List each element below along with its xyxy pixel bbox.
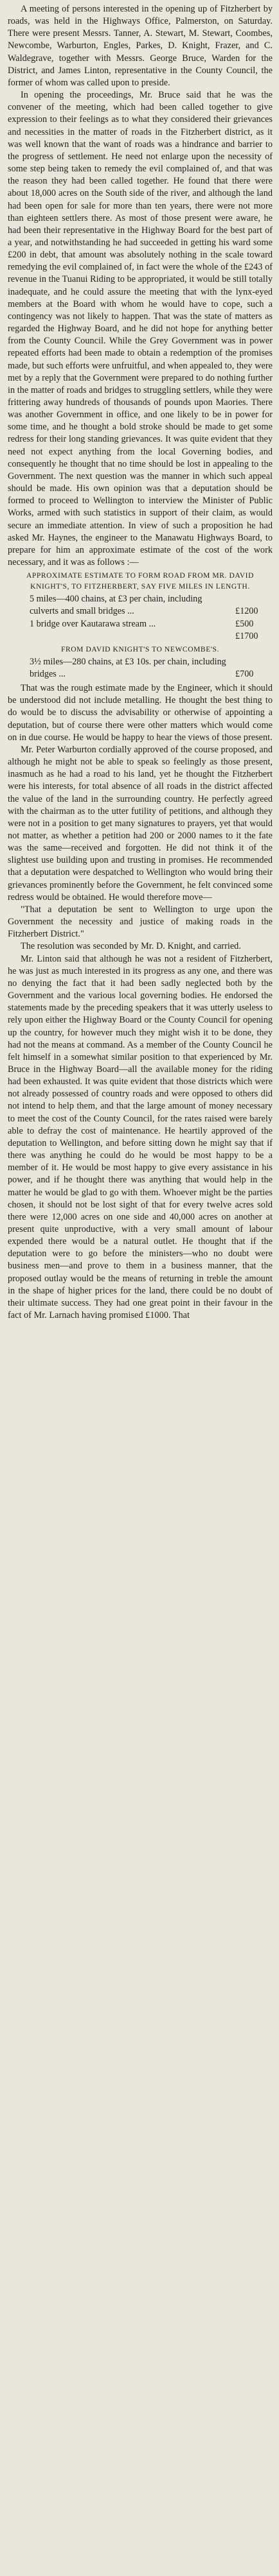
estimate-row xyxy=(30,656,273,680)
estimate-2-heading: FROM DAVID KNIGHT'S TO NEWCOMBE'S. xyxy=(61,645,219,653)
article-intro: A meeting of persons interested in the opening up of Fitzherbert by roads, was held in the Highways Office, Palmerston, on Saturday. There were present Messrs. Tanner, A. Stewart, M. Stewart, Coombes, Newcombe, Warburton, Engles, Parkes, D. Knight, Frazer, and C. Waldegrave, together with Messrs. George Bruce, Warden for the District, and James Linton, representative in the County Council, the former of whom was called upon to preside. xyxy=(8,4,273,88)
seconded-text: The resolution was seconded by Mr. D. Knight, and carried. xyxy=(21,941,241,952)
linton-speech: Mr. Linton said that although he was not a resident of Fitzherbert, he was just as much interested in its progress as any one, and there was no denying the fact that it had been sadly neglected both by the Government and the various local governing bodies. He endorsed the statements made by the preceding speakers that it was utterly useless to rely upon either the Highway Board or the County Council for opening up the country, for however much they might wish it to be done, they had not the means at command. As a member of the County Council he felt himself in a somewhat similar position to that experienced by Mr. Bruce in the Highway Board—all the available money for the riding had been exhausted. It was quite evident that those districts which were not already possessed of country roads and were opposed to others did not intend to help them, and that the large amount of money necessary to meet the cost of the County Council, for the rates raised were barely able to defray the cost of maintenance. He heartily approved of the deputation to Wellington, and before sitting down he might say that if there was anything he could do he would be most happy to be a member of it. He would be most happy to give every assistance in his power, and if he thought there was anything that would help in the matter he would be glad to go with them. Whoever might be the parties chosen, it should not be lost sight of that for every twelve acres sold there were 12,000 acres on one side and 40,000 acres on another at present quite unproductive, with a very small amount of labour expended there would be a natural outlet. He thought that if the deputation were to go before the ministers—who no doubt were business men—and prove to them in a business manner, that the proposed outlay would be the means of returning in treble the amount in the shape of higher prices for the land, there could be no doubt of their ultimate success. They had one great point in their favour in the fact of Mr. Larnach having promised £1000. That xyxy=(8,953,273,1321)
estimate-1-table xyxy=(30,593,273,643)
estimate-row xyxy=(30,593,273,618)
estimate-total: £1700 xyxy=(235,630,258,641)
estimate-row xyxy=(30,618,273,630)
chairman-after: That was the rough estimate made by the Engineer, which it should be understood did not include metalling. He thought the best thing to do would be to discuss the advisability or otherwise of appointing a deputation, but of course there were other matters which would come on in due course. He would be happy to hear the views of those present. xyxy=(8,683,273,743)
motion-text: "That a deputation be sent to Wellington to urge upon the Government the necessity and justice of making roads in the Fitzherbert District." xyxy=(8,904,273,940)
chairman-speech: In opening the proceedings, Mr. Bruce said that he was the convener of the meeting, which had been called together to give expression to their feelings as to what they considered their grievances and necessities in the matter of roads in the Fitzherbert district, as it was well known that the want of roads was a hindrance and barrier to the progress of settlement. He need not enlarge upon the necessity of some step being taken to remedy the evil complained of, and that was the reason they had been called together. He found that there were about 18,000 acres on the South side of the river, and although the land had been open for sale for more than ten years, there were not more than eighteen settlers there. As most of those present were aware, he had been their representative in the Highway Board for the best part of a year, and notwithstanding he had succeeded in getting his ward some £200 in debt, that amount was absolutely nothing in the scale toward remedying the evil complained of, in fact were the whole of the £243 of revenue in the Tuanui Riding to be appropriated, it would be still totally inadequate, and he could assure the meeting that with the lynx-eyed members at the Board with whom he would have to cope, such a contingency was not likely to happen. That was the state of matters as regarded the Highway Board, and he did not hope for anything better from the County Council. While the Grey Government was in power repeated efforts had been made to obtain a redemption of the promises made, but such efforts were unfruitful, and when appealed to, they were met by a reply that the Government were prepared to do nothing further in the matter of roads and bridges to struggling settlers, while they were frittering away hundreds of thousands of pounds upon Maories. There was another Government in office, and one likely to be in power for some time, and he thought a bold stroke should be made to get some redress for their long standing grievances. It was quite evident that they need not expect anything from the local Governing bodies, and consequently he thought that no time should be lost in appealing to the Government. The next question was the manner in which such appeal should be made. His own opinion was that a deputation should be formed to proceed to Wellington to interview the Minister of Public Works, armed with such statistics in support of their claim, as would secure an immediate attention. In view of such a proposition he had asked Mr. Haynes, the engineer to the Manawatu Highways Board, to prepare for him an approximate estimate of the cost of the work necessary, and it was as follows :— xyxy=(8,90,273,568)
warburton-speech: Mr. Peter Warburton cordially approved of the course proposed, and although he might not be able to speak so feelingly as those present, inasmuch as he had a road to his land, yet he thought the Fitzherbert were his interests, for total absence of all roads in the district affected the value of the land in the surrounding country. He perfectly agreed with the chairman as to the utter futility of petitions, and although they were not in a position to get many signatures to prayers, yet that would not matter, as whether a petition had 200 or 2000 names to it the fate was the same—received and forgotten. He did not think it of the slightest use building upon and trusting in promises. He recommended that a deputation were despatched to Wellington who would bring their grievances prominently before the Government, he felt convinced some redress would be obtained. He would therefore move— xyxy=(8,744,273,903)
estimate-item-desc: 1 bridge over Kautarawa stream ... xyxy=(30,618,156,629)
estimate-2-table xyxy=(30,656,273,680)
estimate-item-desc: 5 miles—400 chains, at £3 per chain, including culverts and small bridges ... xyxy=(30,594,203,617)
estimate-item-amount: £700 xyxy=(235,668,254,679)
estimate-item-amount: £500 xyxy=(235,618,254,629)
estimate-item-desc: 3½ miles—280 chains, at £3 10s. per chain, including bridges ... xyxy=(30,656,226,679)
estimate-1-heading: APPROXIMATE ESTIMATE TO FORM ROAD FROM MR. DAVID KNIGHT'S, TO FITZHERBERT, SAY FIVE MILES IN LENGTH. xyxy=(26,572,255,591)
estimate-item-amount: £1200 xyxy=(235,606,258,617)
estimate-total-row xyxy=(30,630,273,643)
